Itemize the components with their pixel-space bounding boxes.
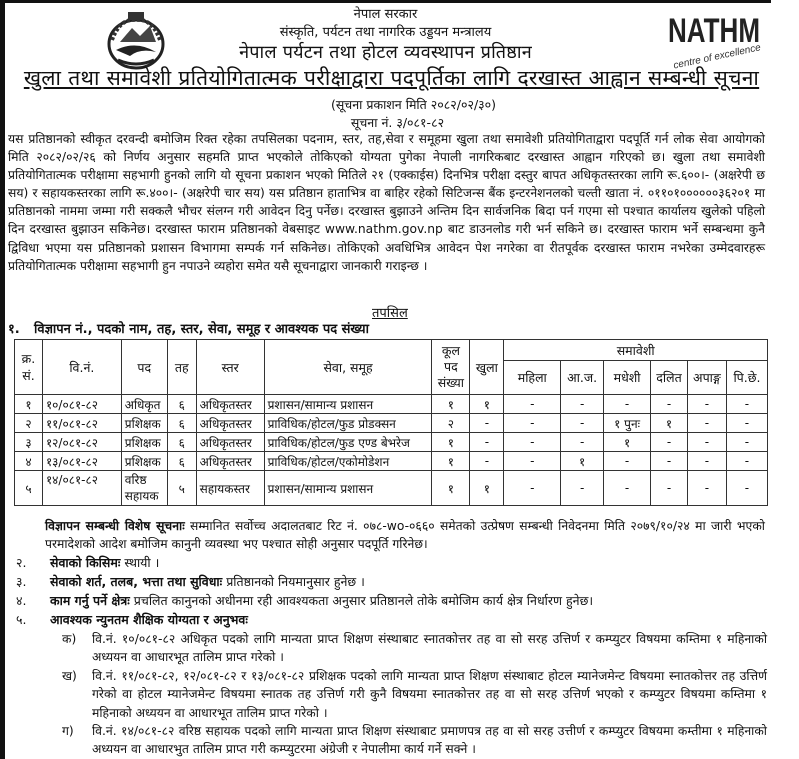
cell-level: ६: [167, 414, 196, 433]
cell-service-group: प्राविधिक/होटल/फुड प्रोडक्सन: [264, 414, 432, 433]
cell-madhesi: -: [604, 471, 651, 506]
special-notice-text: सम्मानित सर्वोच्च अदालतबाट रिट नं. ०७८-wo-०६६० समेतको उत्प्रेषण सम्बन्धी निवेदनमा मिति २०७९/१०/२४ मा जारी भएको परमादेशको आदेश बमोजिम कानुनी व्यवस्था भए पश्चात सोही अनुसार पदपूर्ति गरिनेछ।: [45, 519, 765, 551]
cell-level: ६: [167, 452, 196, 471]
qualification-text: वि.नं. ११/०८१-८२, १२/०८१-८२ र १३/०८१-८२ प्रशिक्षक पदको लागि मान्यता प्राप्त शिक्षण संस्थाबाट होटल म्यानेजमेन्ट विषयमा स्नातकोत्तर तह उत्तिर्ण गरेको वा होटल म्यानेजमेन्ट विषयमा स्नातक तह उत्तिर्ण गरी कुनै विषयमा स्नातकोत्तर तह वा सो सरह उत्तिर्ण भएको र कम्प्युटर विषयमा कम्तिमा १ महिनाको अध्ययन वा आधारभूत तालिम प्राप्त गरेको ।: [92, 669, 767, 720]
cell-dalit: -: [651, 395, 688, 414]
section-number: ३.: [16, 574, 27, 589]
cell-women: -: [504, 471, 561, 506]
header-disabled: अपाङ्ग: [687, 361, 726, 395]
cell-total: २: [432, 414, 470, 433]
cell-level: ६: [167, 433, 196, 452]
government-name: नेपाल सरकार: [353, 7, 418, 22]
section-number: ४.: [16, 593, 27, 608]
cell-backward: -: [726, 433, 767, 452]
nathm-logo-tagline: centre of excellence: [672, 42, 762, 72]
cell-service-group: प्रशासन/सामान्य प्रशासन: [264, 471, 432, 506]
header-grade: स्तर: [196, 340, 264, 395]
section-label: सेवाको किसिमः: [50, 555, 121, 570]
cell-total: १: [432, 433, 470, 452]
cell-sn: ३: [15, 433, 43, 452]
table-row: [15, 414, 768, 433]
cell-janajati: -: [561, 395, 604, 414]
cell-service-group: प्राविधिक/होटल/एकोमोडेशन: [264, 452, 432, 471]
cell-dalit: -: [651, 452, 688, 471]
header-dalit: दलित: [651, 361, 688, 395]
cell-grade: अधिकृतस्तर: [196, 414, 264, 433]
header-service-group: सेवा, समूह: [264, 340, 432, 395]
cell-women: -: [504, 395, 561, 414]
header-level: तह: [167, 340, 196, 395]
cell-disabled: -: [687, 452, 726, 471]
qualification-ga: [62, 722, 767, 759]
section-text: प्रचलित कानुनको अधीनमा रही आवश्यकता अनुसार प्रतिष्ठानले तोके बमोजिम कार्य क्षेत्र निर्धारण हुनेछ।: [133, 593, 594, 608]
header-total: कूल पद संख्या: [432, 340, 470, 395]
header-adv-no: वि.नं.: [42, 340, 121, 395]
cell-post: प्रशिक्षक: [121, 414, 167, 433]
qualification-label: ख): [62, 669, 77, 683]
header-open: खुला: [470, 340, 504, 395]
cell-service-group: प्रशासन/सामान्य प्रशासन: [264, 395, 432, 414]
cell-grade: अधिकृतस्तर: [196, 452, 264, 471]
qualification-kha: [62, 667, 767, 722]
section-4: [16, 592, 766, 610]
cell-sn: २: [15, 414, 43, 433]
cell-disabled: -: [687, 433, 726, 452]
nathm-logo-text: NATHM: [668, 12, 760, 50]
section-text: स्थायी ।: [124, 555, 160, 570]
section-label: सेवाको शर्त, तलब, भत्ता तथा सुविधाः: [50, 574, 223, 589]
cell-madhesi: -: [604, 452, 651, 471]
table-row: [15, 433, 768, 452]
header-backward: पि.छे.: [726, 361, 767, 395]
cell-post: अधिकृत: [121, 395, 167, 414]
header-women: महिला: [504, 361, 561, 395]
cell-adv-no: १०/०८१-८२: [42, 395, 121, 414]
header-inclusive: समावेशी: [504, 340, 768, 361]
cell-open: १: [470, 471, 504, 506]
section-number: २.: [16, 555, 27, 570]
header-sn: क्र. सं.: [15, 340, 43, 395]
schedule-heading: तपसिल: [372, 306, 408, 321]
cell-open: १: [470, 395, 504, 414]
institution-name: नेपाल पर्यटन तथा होटल व्यवस्थापन प्रतिष्ठान: [239, 42, 532, 63]
qualification-label: क): [62, 632, 77, 646]
cell-grade: अधिकृतस्तर: [196, 433, 264, 452]
cell-service-group: प्राविधिक/होटल/फुड एण्ड बेभरेज: [264, 433, 432, 452]
cell-disabled: -: [687, 395, 726, 414]
cell-janajati: -: [561, 433, 604, 452]
cell-adv-no: १२/०८१-८२: [42, 433, 121, 452]
cell-adv-no: १४/०८१-८२: [42, 471, 121, 506]
cell-disabled: -: [687, 471, 726, 506]
cell-level: ६: [167, 395, 196, 414]
cell-women: -: [504, 414, 561, 433]
cell-janajati: -: [561, 471, 604, 506]
qualification-text: वि.नं. १४/०८१-८२ वरिष्ठ सहायक पदको लागि मान्यता प्राप्त शिक्षण संस्थाबाट प्रमाणपत्र तह वा सो सरह उत्तीर्ण र कम्प्युटर विषयमा कम्तीमा १ महिनाको अध्ययन वा आधारभुत तालिम प्राप्त गरी कम्प्युटरमा अंग्रेजी र नेपालीमा कार्य गर्ने सक्ने ।: [92, 724, 767, 757]
special-notice: [45, 517, 765, 553]
cell-dalit: -: [651, 433, 688, 452]
cell-total: १: [432, 471, 470, 506]
section-3: [16, 573, 766, 591]
cell-janajati: -: [561, 414, 604, 433]
header-madhesi: मधेशी: [604, 361, 651, 395]
section-1-heading: [8, 319, 369, 337]
publication-date: (सूचना प्रकाशन मिति २०८२/०२/३०): [330, 97, 497, 112]
cell-post: प्रशिक्षक: [121, 452, 167, 471]
cell-dalit: -: [651, 471, 688, 506]
cell-sn: १: [15, 395, 43, 414]
section-number: ५.: [16, 612, 27, 627]
notice-title: खुला तथा समावेशी प्रतियोगितात्मक परीक्षाद्वारा पदपूर्तिका लागि दरखास्त आह्वान सम्बन्धी सूचना: [23, 66, 760, 90]
cell-madhesi: १ पुनः: [604, 414, 651, 433]
qualification-text: वि.नं. १०/०८१-८२ अधिकृत पदको लागि मान्यता प्राप्त शिक्षण संस्थाबाट स्नातकोत्तर तह वा सो सरह उत्तिर्ण र कम्प्युटर विषयमा कम्तिमा १ महिनाको अध्ययन वा आधारभूत तालिम प्राप्त गरेको ।: [92, 632, 767, 665]
header-post: पद: [121, 340, 167, 395]
cell-backward: -: [726, 452, 767, 471]
cell-disabled: -: [687, 414, 726, 433]
cell-sn: ४: [15, 452, 43, 471]
section-1-number: १.: [8, 322, 20, 337]
cell-post: प्रशिक्षक: [121, 433, 167, 452]
cell-women: -: [504, 433, 561, 452]
cell-sn: ५: [15, 471, 43, 506]
cell-backward: -: [726, 471, 767, 506]
cell-open: -: [470, 433, 504, 452]
cell-dalit: १: [651, 414, 688, 433]
section-5: [16, 611, 766, 629]
cell-madhesi: १: [604, 433, 651, 452]
special-notice-label: विज्ञापन सम्बन्धी विशेष सूचनाः: [45, 519, 185, 533]
qualification-ka: [62, 630, 767, 667]
cell-madhesi: -: [604, 395, 651, 414]
cell-adv-no: ११/०८१-८२: [42, 414, 121, 433]
cell-backward: -: [726, 414, 767, 433]
cell-post: वरिष्ठ सहायक: [121, 471, 167, 506]
section-label: काम गर्नु पर्ने क्षेत्रः: [50, 593, 130, 608]
qualification-label: ग): [62, 724, 74, 738]
cell-grade: सहायकस्तर: [196, 471, 264, 506]
intro-paragraph: यस प्रतिष्ठानको स्वीकृत दरवन्दी बमोजिम रिक्त रहेका तपसिलका पदनाम, स्तर, तह,सेवा र समूहमा खुला तथा समावेशी प्रतियोगिताद्वारा पदपूर्ति गर्न लोक सेवा आयोगको मिति २०८२/०२/२६ को निर्णय अनुसार सहमति प्राप्त भएकोले तोकिएको योग्यता पुगेका नेपाली नागरिकबाट दरखास्त आह्वान गरिएको छ। खुला तथा समावेशी प्रतियोगितात्मक परीक्षामा सहभागी हुनको लागि यो सूचना प्रकाशन भएको मितिले २१ (एक्काईस) दिनभित्र परीक्षा दस्तुर बापत अधिकृतस्तरका लागि रू.६००।- (अक्षरेपी छ सय) र सहायकस्तरका लागि रू.४००।- (अक्षरेपी चार सय) यस प्रतिष्ठान हाताभित्र वा बाहिर रहेको सिटिजन्स बैंक इन्टरनेशनलको चल्ती खाता नं. ०११०१००००००३६२०१ मा प्रतिष्ठानको नाममा जम्मा गरी सक्कलै भौचर संलग्न गरी आवेदन दिनु पर्नेछ। दरखास्त बुझाउने अन्तिम दिन सार्वजनिक बिदा पर्न गएमा सो पश्चात कार्यालय खुलेको पहिलो दिन दरखास्त बुझाउन सकिनेछ। दरखास्त फाराम प्रतिष्ठानको वेबसाइट www.nathm.gov.np बाट डाउनलोड गरी भर्न सकिने छ। दरखास्त फाराम भर्ने सम्बन्धमा कुनै द्विविधा भएमा यस प्रतिष्ठानको प्रशासन विभागमा सम्पर्क गर्न सकिनेछ। तोकिएको अवधिभित्र आवेदन पेश नगरेका वा रीतपूर्वक दरखास्त फाराम नभरेका उम्मेदवारहरू प्रतियोगितात्मक परीक्षामा सहभागी हुन नपाउने व्यहोरा समेत यसै सूचनाद्वारा जानकारी गराइन्छ ।: [8, 132, 765, 273]
cell-open: -: [470, 452, 504, 471]
cell-level: ५: [167, 471, 196, 506]
table-row: [15, 395, 768, 414]
cell-backward: -: [726, 395, 767, 414]
section-2: [16, 554, 766, 572]
ministry-name: संस्कृति, पर्यटन तथा नागरिक उड्डयन मन्त्रालय: [279, 25, 492, 40]
table-row: [15, 471, 768, 506]
table-row: [15, 452, 768, 471]
cell-total: १: [432, 395, 470, 414]
cell-grade: अधिकृतस्तर: [196, 395, 264, 414]
notice-number: सूचना नं. ३/०८१-८२: [350, 115, 445, 130]
cell-open: -: [470, 414, 504, 433]
cell-total: १: [432, 452, 470, 471]
section-label: आवश्यक न्युनतम शैक्षिक योग्यता र अनुभवः: [50, 612, 248, 627]
header-janajati: आ.ज.: [561, 361, 604, 395]
cell-adv-no: १३/०८१-८२: [42, 452, 121, 471]
vacancy-table: [14, 339, 768, 506]
cell-women: -: [504, 452, 561, 471]
cell-janajati: १: [561, 452, 604, 471]
section-1-title: विज्ञापन नं., पदको नाम, तह, स्तर, सेवा, समूह र आवश्यक पद संख्या: [34, 322, 369, 337]
section-text: प्रतिष्ठानको नियमानुसार हुनेछ ।: [226, 574, 365, 589]
